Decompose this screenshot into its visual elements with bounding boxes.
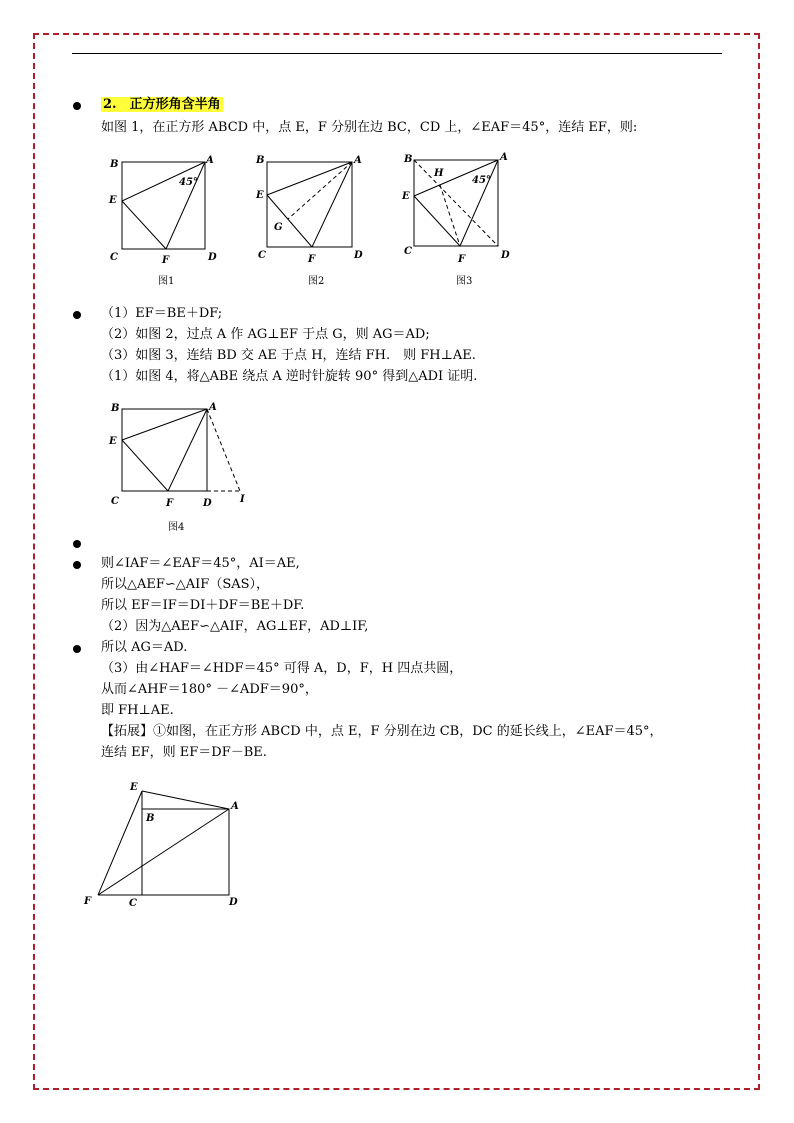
label-C: C [404,246,412,257]
label-B: B [111,403,120,414]
label-A: A [354,155,362,166]
section-title: 正方形角含半角 [129,97,221,112]
label-F: F [458,254,466,265]
label-I: I [240,494,245,505]
label-D: D [229,897,238,908]
header-rule [72,53,722,54]
label-B: B [404,154,413,165]
figure-extension [78,778,258,918]
label-C: C [111,496,119,507]
label-F: F [166,498,174,509]
label-C: C [129,898,137,909]
label-E: E [130,782,138,793]
intro-text: 如图 1，在正方形 ABCD 中，点 E，F 分别在边 BC，CD 上，∠EAF＝45°，连结 EF，则: [101,120,638,135]
label-B: B [146,813,155,824]
label-A: A [209,402,217,413]
fig2-caption: 图2 [308,276,325,287]
extension-line-2: 连结 EF，则 EF＝DF－BE. [101,745,267,760]
proof-intro: （1）如图 4，将△ABE 绕点 A 逆时针旋转 90° 得到△ADI 证明. [101,369,478,384]
proof-line-3: 所以 EF＝IF＝DI＋DF＝BE＋DF. [101,598,305,613]
proof-line-6: （3）由∠HAF＝∠HDF＝45° 可得 A，D，F，H 四点共圆， [101,661,463,676]
bullet [73,311,81,319]
extension-line-1: 【拓展】①如图，在正方形 ABCD 中，点 E，F 分别在边 CB，DC 的延长线上，∠EAF＝45°， [101,724,663,739]
label-E: E [109,195,117,206]
proof-line-5: 所以 AG＝AD. [101,640,188,655]
angle-label: 45° [472,175,491,186]
proof-line-1: 则∠IAF＝∠EAF＝45°，AI＝AE, [101,556,300,571]
bullet [73,561,81,569]
bullet [73,102,81,110]
proof-line-7: 从而∠AHF＝180° －∠ADF＝90°， [101,682,318,697]
section-number: 2. [103,97,117,112]
label-D: D [354,250,363,261]
label-D: D [501,250,510,261]
label-B: B [110,159,119,170]
label-H: H [434,168,444,179]
label-F: F [84,896,92,907]
conclusion-2: （2）如图 2，过点 A 作 AG⊥EF 于点 G，则 AG＝AD; [101,327,430,342]
bullet [73,645,81,653]
fig4-caption: 图4 [168,522,185,533]
label-G: G [274,222,283,233]
fig3-caption: 图3 [456,276,473,287]
section-title-highlight [101,97,223,112]
figure-4 [105,398,255,538]
figure-2 [250,150,370,290]
conclusion-3: （3）如图 3，连结 BD 交 AE 于点 H，连结 FH. 则 FH⊥AE. [101,348,476,363]
fig1-caption: 图1 [158,276,175,287]
proof-line-2: 所以△AEF∽△AIF（SAS）， [101,577,270,592]
proof-line-8: 即 FH⊥AE. [101,703,174,718]
proof-line-4: （2）因为△AEF∽△AIF，AG⊥EF，AD⊥IF, [101,619,369,634]
label-F: F [162,255,170,266]
label-C: C [110,252,118,263]
label-C: C [258,250,266,261]
label-A: A [206,155,214,166]
label-F: F [308,254,316,265]
label-A: A [231,801,239,812]
section-heading [101,97,223,113]
label-E: E [256,190,264,201]
label-A: A [500,152,508,163]
bullet [73,540,81,548]
label-D: D [208,252,217,263]
label-B: B [256,155,265,166]
label-E: E [402,191,410,202]
conclusion-1: （1）EF＝BE＋DF; [101,306,223,321]
figure-1 [105,150,225,290]
label-E: E [109,436,117,447]
label-D: D [203,498,212,509]
angle-label: 45° [179,177,198,188]
figure-3 [396,150,516,290]
